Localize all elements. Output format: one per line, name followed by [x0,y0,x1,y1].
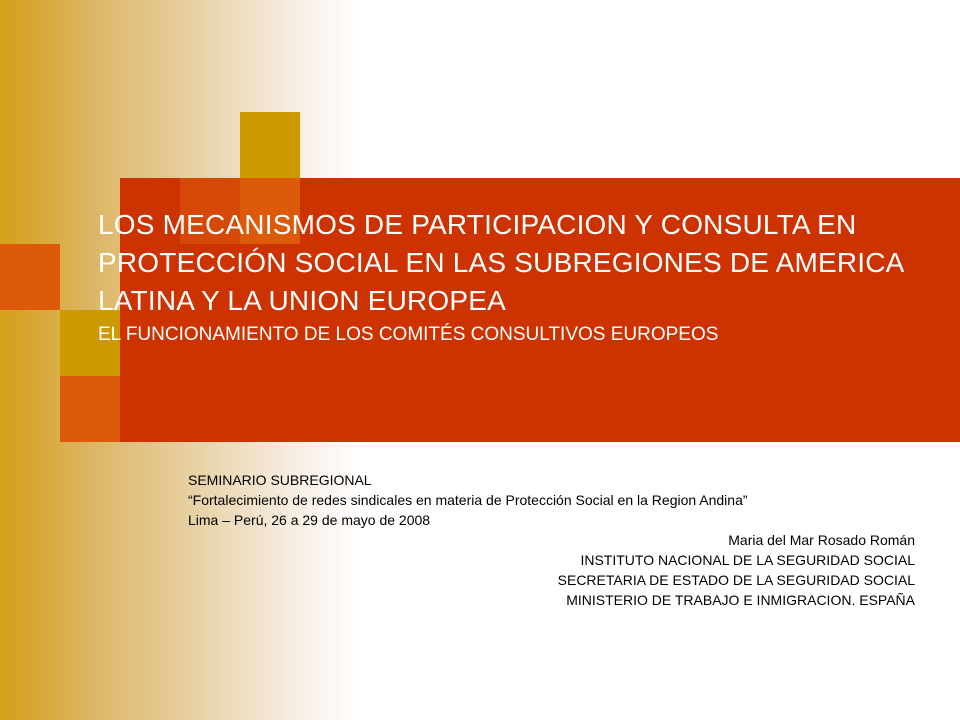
title-block [98,206,918,348]
author-organization: INSTITUTO NACIONAL DE LA SEGURIDAD SOCIAL [580,552,915,568]
slide-subtitle: EL FUNCIONAMIENTO DE LOS COMITÉS CONSULTIVOS EUROPEOS [98,324,719,345]
author-organization: MINISTERIO DE TRABAJO E INMIGRACION. ESPAÑA [566,592,915,608]
decorative-square [0,244,60,310]
decorative-square [60,376,120,442]
seminar-info [188,470,928,530]
author-name: Maria del Mar Rosado Román [728,532,915,548]
slide-title: LOS MECANISMOS DE PARTICIPACION Y CONSULTA EN PROTECCIÓN SOCIAL EN LAS SUBREGIONES DE AMERICA LATINA Y LA UNION EUROPEA [98,209,903,316]
author-organization: SECRETARIA DE ESTADO DE LA SEGURIDAD SOCIAL [557,572,915,588]
seminar-theme: “Fortalecimiento de redes sindicales en materia de Protección Social en la Region Andina” [188,492,748,508]
author-info [215,530,915,610]
seminar-name: SEMINARIO SUBREGIONAL [188,472,372,488]
decorative-square [240,112,300,178]
seminar-place-date: Lima – Perú, 26 a 29 de mayo de 2008 [188,512,431,528]
